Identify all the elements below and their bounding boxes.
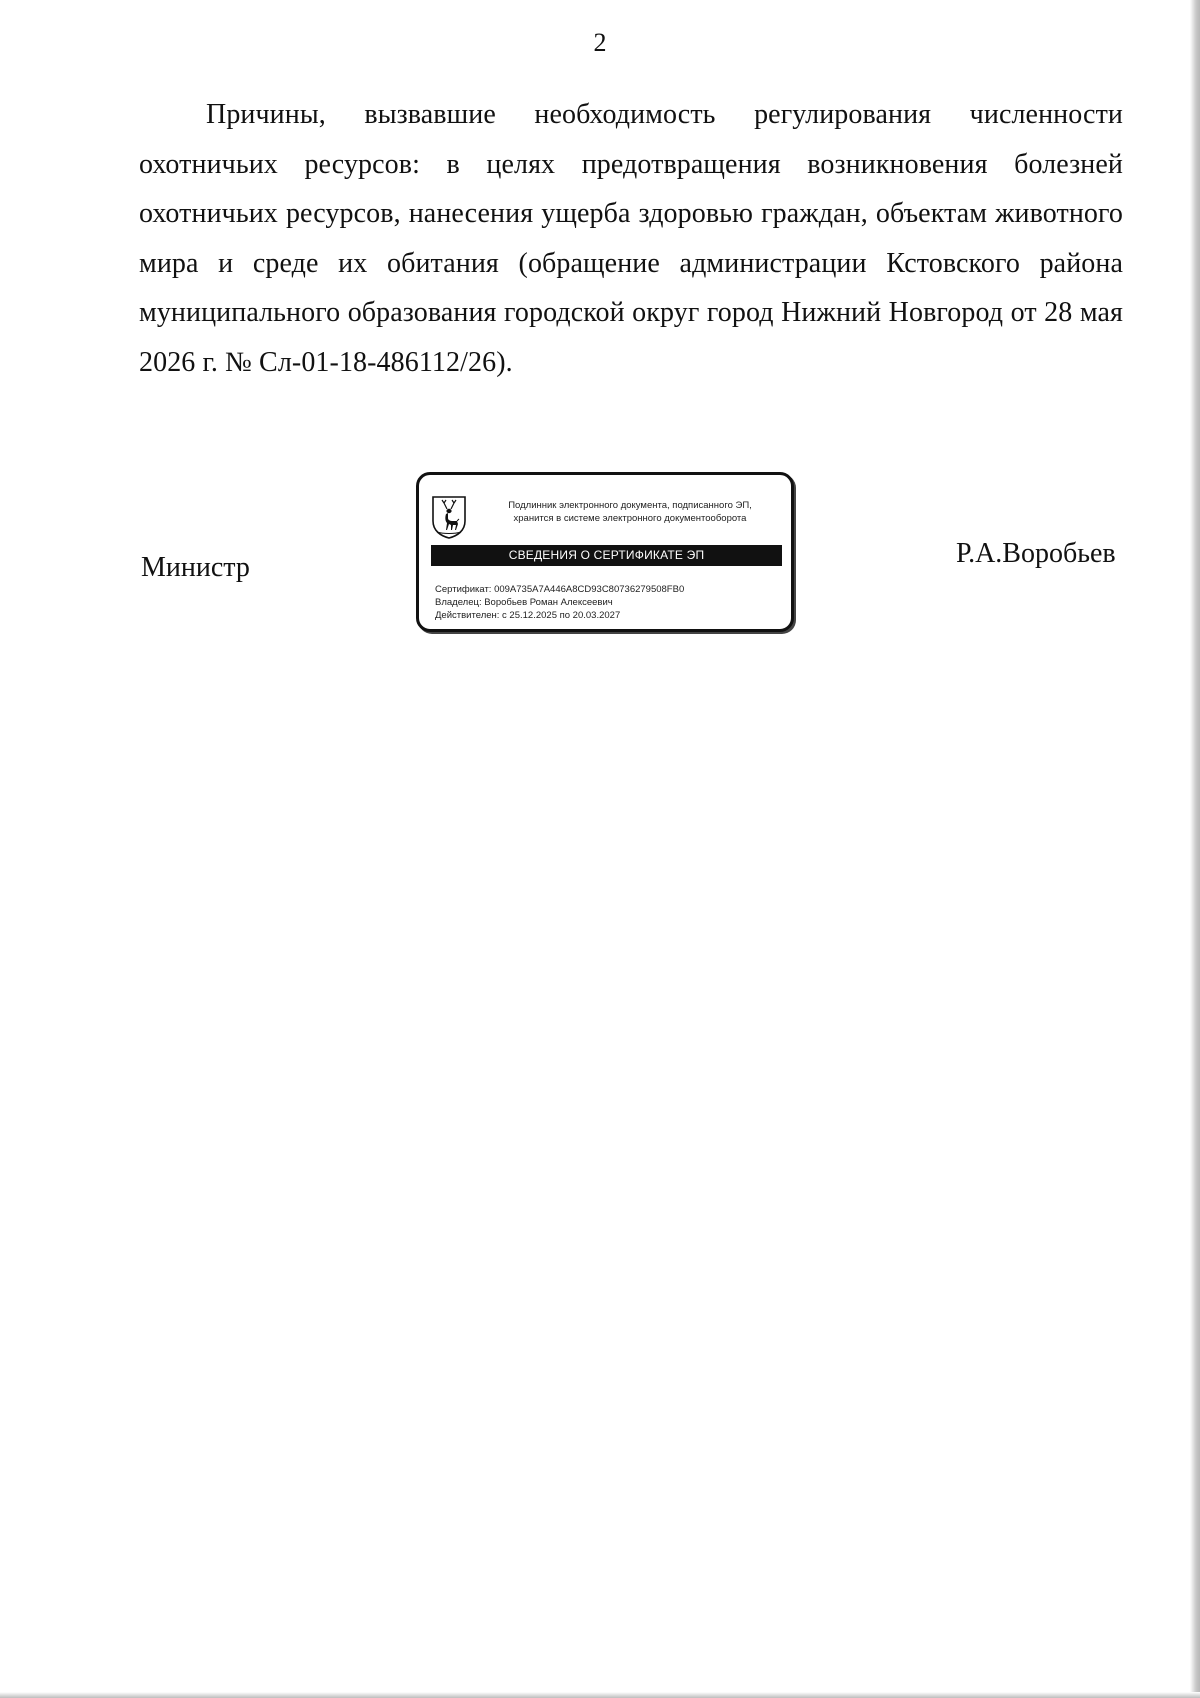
scan-edge-bottom [0,1692,1200,1698]
stamp-header-line2: хранится в системе электронного документооборота [513,513,747,524]
electronic-signature-stamp [416,472,794,632]
scan-edge-right [1190,0,1200,1698]
stamp-header [477,499,783,525]
stamp-details [435,583,684,622]
stamp-validity: Действителен: с 25.12.2025 по 20.03.2027 [435,610,621,621]
signer-name: Р.А.Воробьев [956,538,1116,569]
stamp-title-bar: СВЕДЕНИЯ О СЕРТИФИКАТЕ ЭП [431,545,782,566]
stamp-owner: Владелец: Воробьев Роман Алексеевич [435,597,613,608]
page-number: 2 [593,28,607,57]
stamp-header-line1: Подлинник электронного документа, подписанного ЭП, [508,500,752,511]
stamp-certificate: Сертификат: 009A735A7A446A8CD93C80736279508FB0 [435,584,685,595]
nizhny-novgorod-deer-emblem-icon [431,495,467,539]
body-paragraph: Причины, вызвавшие необходимость регулирования численности охотничьих ресурсов: в целях предотвращения возникновения болезней охотничьих ресурсов, нанесения ущерба здоровью граждан, объектам животного мира и среде их обитания (обращение администрации Кстовского района муниципального образования городской округ город Нижний Новгород от 28 мая 2026 г. № Сл-01-18-486112/26). [139,99,1123,378]
signer-position: Министр [141,552,250,583]
